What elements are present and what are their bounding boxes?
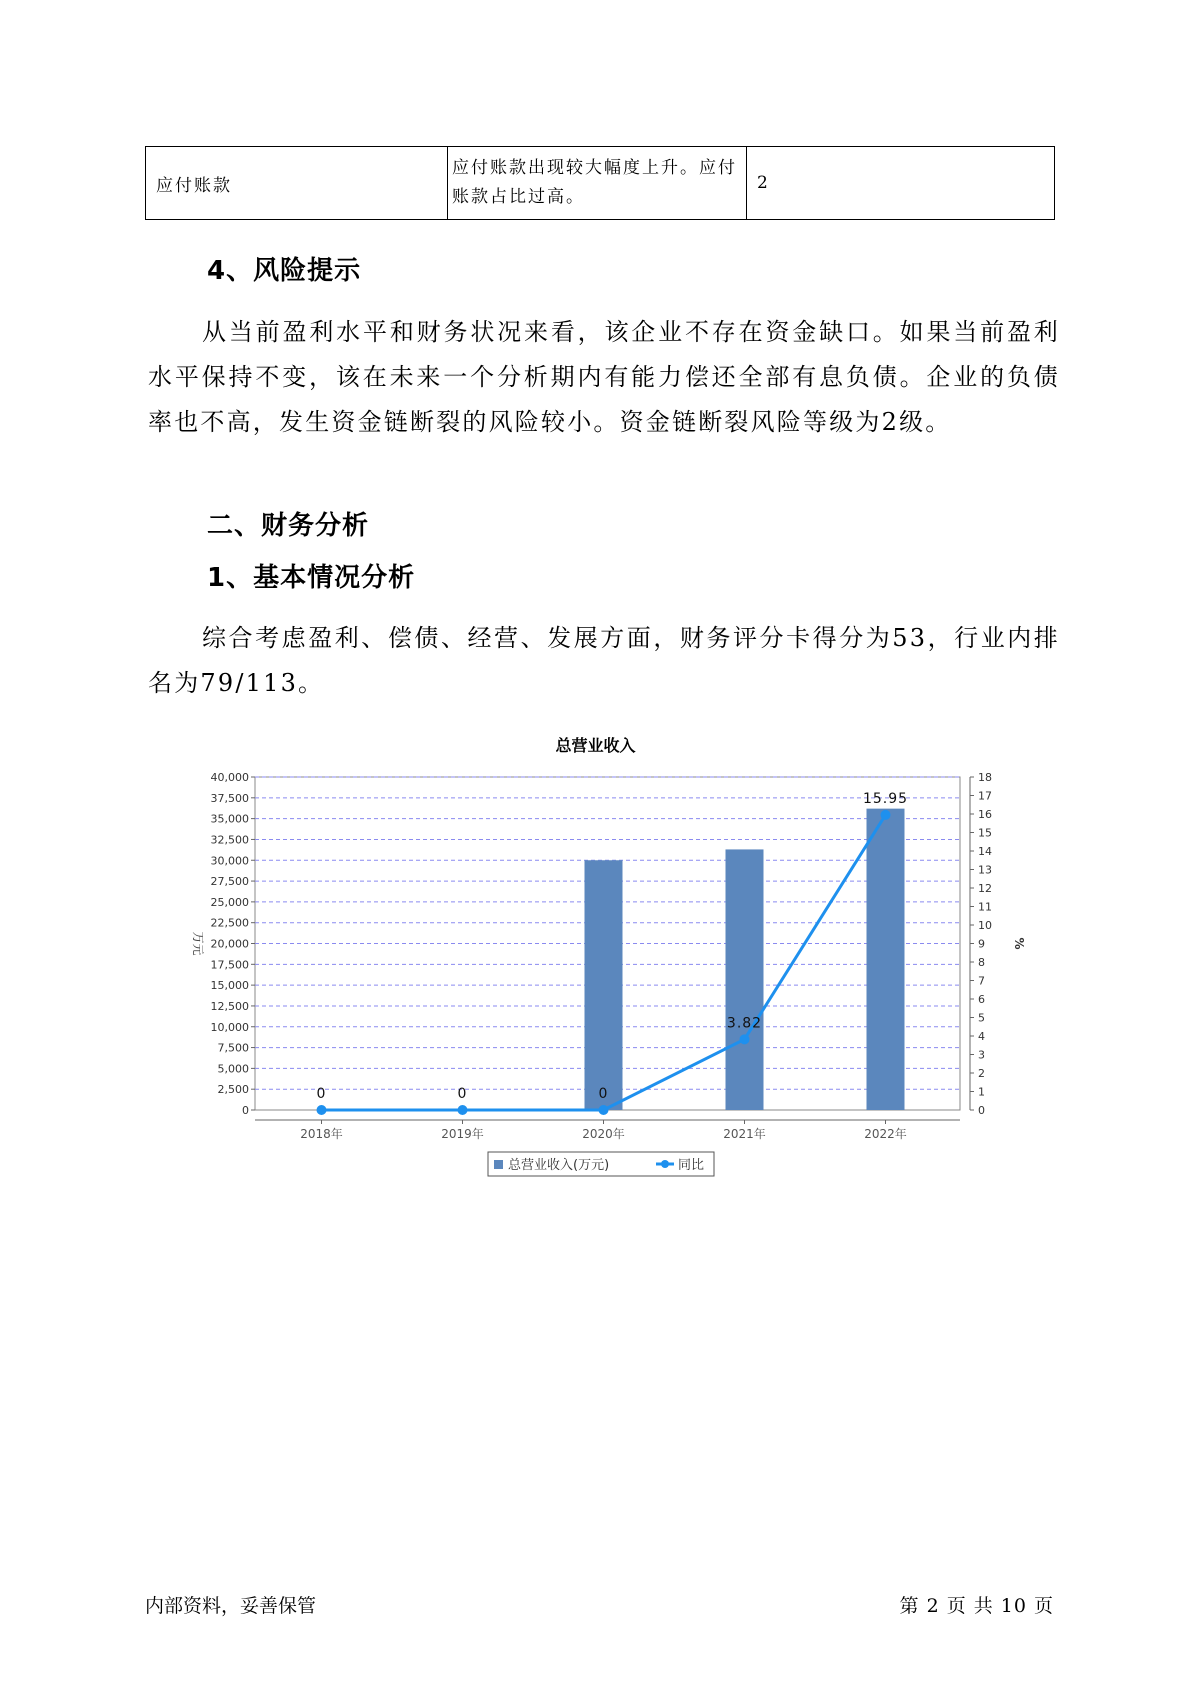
y2-tick-label: 17 [978,789,992,803]
y2-tick-label: 10 [978,919,992,932]
data-label: 3.82 [726,1015,763,1032]
y-tick-label: 22,500 [210,916,249,930]
y2-tick-label: 16 [978,808,992,821]
y2-tick-label: 2 [978,1067,985,1080]
bar [726,849,764,1110]
sub-heading-basic: 1、基本情况分析 [207,563,416,593]
yoy-point [881,810,891,820]
y-tick-label: 0 [242,1104,249,1117]
y2-tick-label: 9 [978,937,985,951]
y2-tick-label: 15 [978,826,992,840]
paragraph-basic: 综合考虑盈利、偿债、经营、发展方面，财务评分卡得分为53，行业内排名为79/113。 [148,624,1060,697]
chart-title: 总营业收入 [555,736,636,755]
y2-tick-label: 5 [978,1011,985,1025]
y-axis-title: 万元 [191,931,205,956]
data-label: 0 [598,1086,609,1102]
section-heading-risk: 4、风险提示 [207,256,362,286]
y-tick-label: 25,000 [210,895,249,909]
table-cell-item: 应付账款 [146,147,448,220]
table-cell-description: 应付账款出现较大幅度上升。应付账款占比过高。 [448,147,747,220]
revenue-chart [180,765,1040,1185]
y-tick-label: 37,500 [210,791,249,805]
y-tick-label: 5,000 [217,1062,249,1076]
y-tick-label: 17,500 [210,958,249,972]
legend-label-line: 同比 [678,1158,705,1173]
data-label: 0 [457,1086,468,1102]
y-tick-label: 20,000 [210,937,249,951]
x-tick-label: 2018年 [300,1127,343,1141]
x-tick-label: 2019年 [441,1127,484,1141]
yoy-point [317,1105,327,1115]
y2-axis-title: % [1012,937,1026,950]
y-tick-label: 30,000 [210,854,249,868]
y-tick-label: 10,000 [210,1020,249,1034]
y2-tick-label: 4 [978,1030,985,1043]
y2-tick-label: 0 [978,1104,985,1117]
y2-tick-label: 6 [978,993,985,1006]
footer-confidential: 内部资料，妥善保管 [145,1595,317,1617]
y2-tick-label: 12 [978,882,992,895]
y-tick-label: 35,000 [210,812,249,826]
yoy-point [599,1105,609,1115]
y-tick-label: 32,500 [210,833,249,847]
legend-swatch-point [661,1160,669,1168]
bar [867,809,905,1110]
y2-tick-label: 1 [978,1085,985,1099]
footer-page-number: 第 2 页 共 10 页 [899,1595,1054,1617]
x-tick-label: 2020年 [582,1127,625,1141]
yoy-point [740,1034,750,1044]
y-tick-label: 7,500 [217,1041,249,1055]
y-tick-label: 2,500 [217,1083,249,1097]
y-tick-label: 15,000 [210,979,249,993]
y2-tick-label: 13 [978,863,992,877]
data-label: 0 [316,1086,327,1102]
y2-tick-label: 14 [978,845,992,858]
paragraph-risk: 从当前盈利水平和财务状况来看，该企业不存在资金缺口。如果当前盈利水平保持不变，该在未来一个分析期内有能力偿还全部有息负债。企业的负债率也不高，发生资金链断裂的风险较小。资金链断裂风险等级为2级。 [148,318,1060,436]
y2-tick-label: 7 [978,974,985,988]
x-tick-label: 2022年 [864,1127,907,1141]
legend-swatch-bar [494,1160,503,1169]
x-tick-label: 2021年 [723,1127,766,1141]
bar [585,860,623,1110]
risk-table [145,146,1055,220]
section-heading-finance: 二、财务分析 [207,511,370,541]
y-tick-label: 27,500 [210,875,249,889]
y2-tick-label: 8 [978,956,985,969]
data-label: 15.95 [862,790,909,807]
y2-tick-label: 18 [978,771,992,784]
yoy-point [458,1105,468,1115]
table-row [146,147,1055,220]
y-tick-label: 40,000 [210,771,249,784]
legend-label-bar: 总营业收入(万元) [508,1158,610,1173]
y-tick-label: 12,500 [210,999,249,1013]
y2-tick-label: 11 [978,900,992,914]
table-cell-level: 2 [747,147,1055,220]
y2-tick-label: 3 [978,1048,985,1062]
